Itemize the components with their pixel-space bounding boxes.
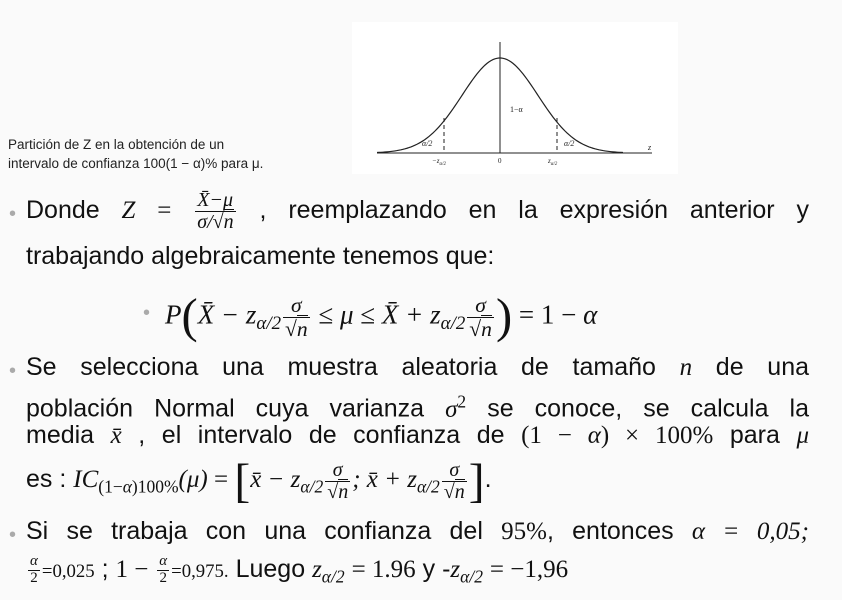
right-z-label: $z_{\alpha/2}$ — [548, 157, 558, 167]
left-tail-label: α/2 — [422, 139, 433, 148]
left-z-label: $-z_{\alpha/2}$ — [432, 157, 446, 167]
probability-formula: P(X̄ − $z_{\alpha/2}$ $\frac{\sigma}{√n}$ ≤ μ ≤ X̄ + $z_{\alpha/2}$ $\frac{\sigma}{√n}$ ) = 1 − α — [165, 289, 598, 343]
caption-line-1: Partición de Z en la obtención de un — [8, 137, 225, 152]
bullet: • — [9, 360, 17, 382]
paragraph-1-line-1: Donde Z = $\frac{X̄-\mu}{\sigma/√n}$ , reemplazando en la expresión anterior y — [26, 189, 809, 233]
bullet: • — [9, 524, 17, 546]
paragraph-1-line-2: trabajando algebraicamente tenemos que: — [26, 242, 495, 270]
bullet: • — [9, 203, 17, 225]
right-tail-label: α/2 — [564, 139, 575, 148]
axis-label: z — [648, 143, 652, 152]
figure-caption — [8, 135, 263, 173]
paragraph-3-line-2: $\frac{\alpha}{2}$ =0,025 ; 1 − $\frac{\alpha}{2}$ =0,975. Luego $z_{\alpha/2} = 1.96$ y $-z_{\alpha/2} = -1,96$ — [30, 553, 569, 587]
paragraph-2-line-2: población Normal cuya varianza $\sigma^2$ se conoce, se calcula la — [26, 391, 809, 423]
z-fraction: $\frac{X̄-\mu}{\sigma/√n}$ — [197, 189, 234, 233]
paragraph-2-line-4: es : $IC_{(1-\alpha)100\%}(\mu)$ = [x̄ − $z_{\alpha/2}$ $\frac{\sigma}{√n}$ ; x̄ + $z_{\alpha/2}$ $\frac{\sigma}{√n}$ ]. — [26, 455, 492, 508]
normal-curve-figure — [352, 22, 678, 174]
paragraph-2-line-1: Se selecciona una muestra aleatoria de tamaño n de una — [26, 353, 809, 381]
zero-label: 0 — [498, 157, 502, 165]
center-label: 1−α — [510, 105, 523, 114]
bullet: • — [143, 302, 151, 324]
paragraph-2-line-3: media x̄ , el intervalo de confianza de (1 − α) × 100% para μ — [26, 421, 809, 449]
paragraph-3-line-1: Si se trabaja con una confianza del 95%, entonces α = 0,05; — [26, 517, 809, 545]
caption-line-2: intervalo de confianza 100(1 − α)% para μ. — [8, 156, 264, 171]
